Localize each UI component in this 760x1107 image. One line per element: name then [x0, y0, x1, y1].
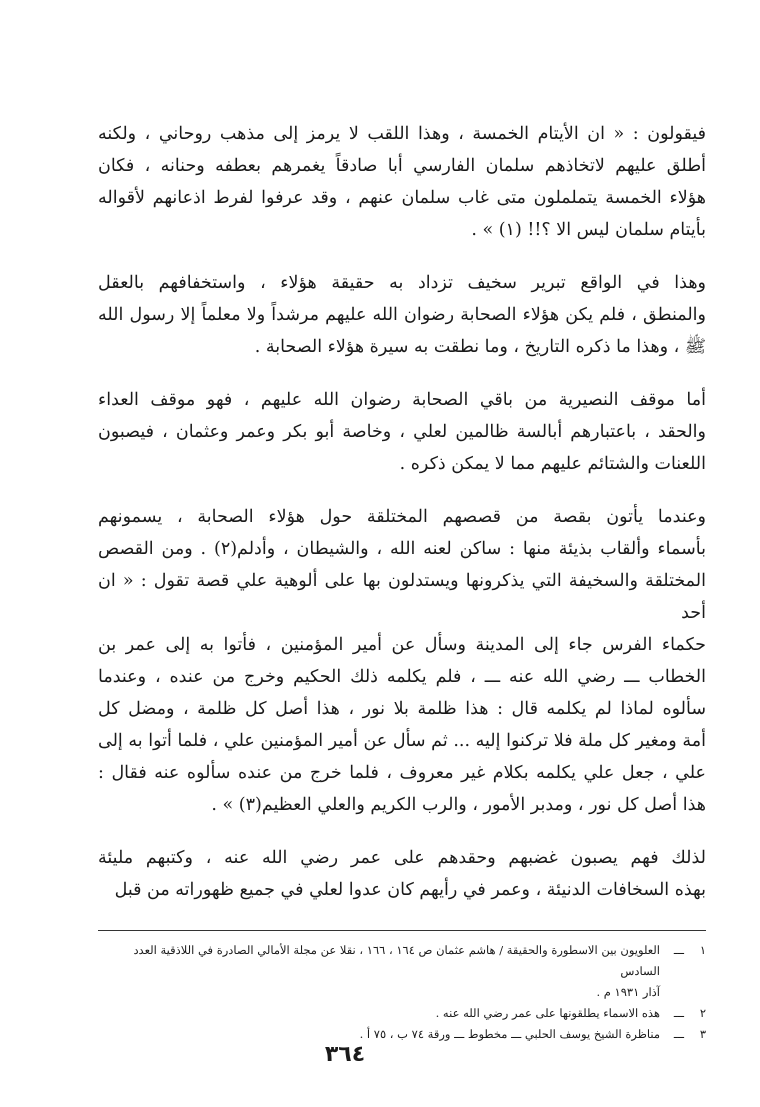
footnote-dash: ـــ — [673, 1027, 684, 1041]
text-line: هؤلاء الخمسة يتململون متى غاب سلمان عنهم ، وقد عرفوا لفرط اذعانهم لأقواله — [98, 188, 706, 208]
footnote-dash: ـــ — [673, 943, 684, 957]
text-line: لذلك فهم يصبون غضبهم وحقدهم على عمر رضي الله عنه ، وكتبهم مليئة — [98, 848, 706, 868]
text-line: والحقد ، باعتبارهم أبالسة ظالمين لعلي ، وخاصة أبو بكر وعمر وعثمان ، فيصبون — [98, 422, 706, 442]
footnote-divider — [98, 930, 706, 931]
paragraph — [98, 118, 706, 246]
text-line: ﷺ ، وهذا ما ذكره التاريخ ، وما نطقت به سيرة هؤلاء الصحابة . — [254, 337, 706, 357]
footnote-number: ٣ — [699, 1027, 706, 1041]
footnote — [98, 1003, 706, 1024]
text-line: وعندما يأتون بقصة من قصصهم المختلقة حول هؤلاء الصحابة ، يسمونهم — [98, 507, 706, 527]
footnote-text — [98, 940, 660, 1003]
footnote-line: مناظرة الشيخ يوسف الحلبي ـــ مخطوط ـــ ورقة ٧٤ ب ، ٧٥ أ . — [359, 1027, 660, 1041]
text-line: اللعنات والشتائم عليهم مما لا يمكن ذكره . — [399, 454, 706, 474]
text-line: بهذه السخافات الدنيئة ، وعمر في رأيهم كان عدوا لعلي في جميع ظهوراته من قبل — [114, 880, 706, 900]
footnote-line: هذه الاسماء يطلقونها على عمر رضي الله عنه . — [435, 1006, 660, 1020]
footnote — [98, 940, 706, 1003]
footnotes — [98, 940, 706, 1045]
text-line: الخطاب ـــ رضي الله عنه ـــ ، فلم يكلمه ذلك الحكيم وخرج من عنده ، وعندما — [98, 667, 706, 687]
paragraph — [98, 501, 706, 821]
text-line: أما موقف النصيرية من باقي الصحابة رضوان الله عليهم ، فهو موقف العداء — [98, 390, 706, 410]
paragraph — [98, 267, 706, 363]
paragraph — [98, 384, 706, 480]
text-line: حكماء الفرس جاء إلى المدينة وسأل عن أمير المؤمنين ، فأتوا به إلى عمر بن — [98, 635, 706, 655]
text-line: بأسماء وألقاب بذيئة منها : ساكن لعنه الله ، والشيطان ، وأدلم(٢) . ومن القصص — [98, 539, 706, 559]
text-line: أطلق عليهم لاتخاذهم سلمان الفارسي أبا صادقاً يغمرهم بعطفه وحنانه ، فكان — [98, 156, 706, 176]
text-line: أمة ومغير كل ملة فلا تركنوا إليه ... ثم سأل عن أمير المؤمنين علي ، فلما أتوا به إلى — [98, 731, 706, 751]
page-number: ٣٦٤ — [324, 1042, 366, 1067]
text-line: سألوه لماذا لم يكلمه قال : هذا ظلمة بلا نور ، هذا أصل كل ظلمة ، ومضل كل — [98, 699, 706, 719]
text-line: وهذا في الواقع تبرير سخيف تزداد به حقيقة هؤلاء ، واستخفافهم بالعقل — [98, 273, 706, 293]
footnote-number: ١ — [699, 943, 706, 957]
footnote-number: ٢ — [699, 1006, 706, 1020]
text-line: فيقولون : « ان الأيتام الخمسة ، وهذا اللقب لا يرمز إلى مذهب روحاني ، ولكنه — [98, 124, 706, 144]
footnote-dash: ـــ — [673, 1006, 684, 1020]
text-line: علي ، جعل علي يكلمه بكلام غير معروف ، فلما خرج من عنده سألوه عنه فقال : — [98, 763, 706, 783]
footnote-line: آذار ١٩٣١ م . — [596, 985, 660, 999]
body-text — [98, 118, 706, 927]
footnote-text — [98, 1003, 660, 1024]
paragraph — [98, 842, 706, 906]
text-line: هذا أصل كل نور ، ومدبر الأمور ، والرب الكريم والعلي العظيم(٣) » . — [211, 795, 706, 815]
footnote-line: العلويون بين الاسطورة والحقيقة / هاشم عثمان ص ١٦٤ ، ١٦٦ ، نقلا عن مجلة الأمالي الصادرة في اللاذقية العدد السادس — [133, 943, 660, 978]
text-line: المختلقة والسخيفة التي يذكرونها ويستدلون بها على ألوهية علي قصة تقول : « ان أحد — [98, 571, 706, 623]
text-line: والمنطق ، فلم يكن هؤلاء الصحابة رضوان الله عليهم مرشداً ولا معلماً إلا رسول الله — [98, 305, 706, 325]
text-line: بأيتام سلمان ليس الا ؟!! (١) » . — [471, 220, 706, 240]
